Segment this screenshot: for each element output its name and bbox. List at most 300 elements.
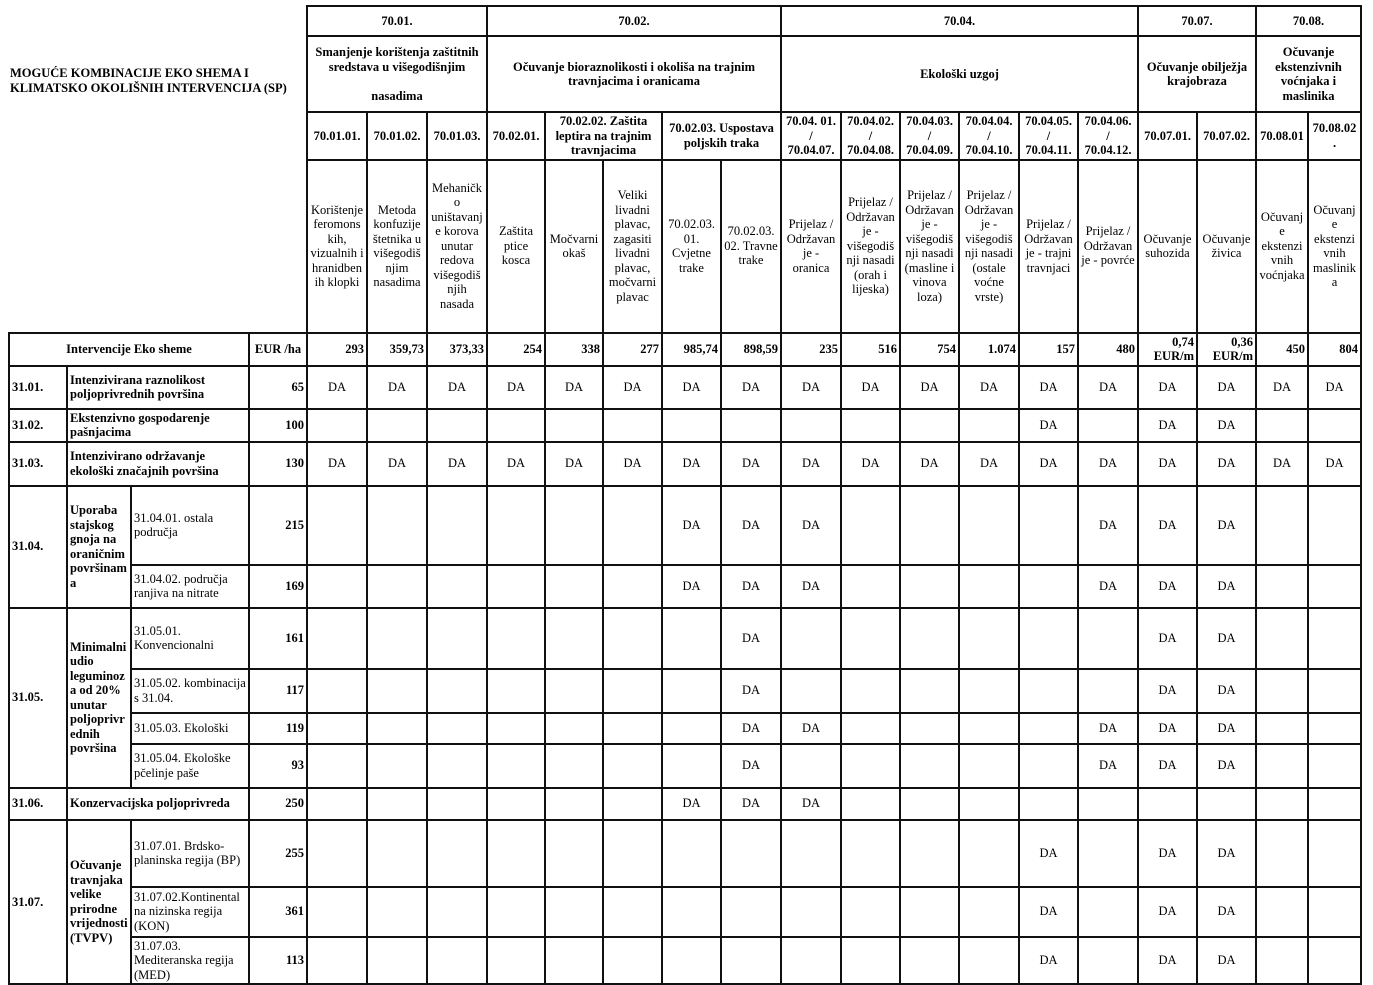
- intervention-code: 70.07.02.: [1197, 112, 1256, 160]
- empty-cell: [603, 669, 662, 713]
- empty-cell: [307, 409, 367, 442]
- scheme-name: Uporaba stajskog gnoja na oraničnim površinam a: [67, 486, 131, 608]
- empty-cell: [1078, 820, 1138, 887]
- combination-allowed-cell: DA: [1078, 713, 1138, 744]
- empty-cell: [545, 887, 603, 937]
- price-value: 480: [1078, 333, 1138, 366]
- intervention-description: Zaštita ptice kosca: [487, 160, 545, 333]
- price-row: [9, 333, 1361, 366]
- empty-cell: [841, 565, 900, 608]
- empty-cell: [367, 565, 427, 608]
- combination-allowed-cell: DA: [1078, 565, 1138, 608]
- combination-allowed-cell: DA: [1078, 486, 1138, 565]
- empty-cell: [545, 788, 603, 820]
- price-value: 0,36 EUR/m: [1197, 333, 1256, 366]
- price-value: 516: [841, 333, 900, 366]
- empty-cell: [1078, 409, 1138, 442]
- intervention-description: Prijelaz / Održavan je - povrće: [1078, 160, 1138, 333]
- combination-allowed-cell: DA: [1019, 366, 1078, 409]
- scheme-rate: 255: [249, 820, 307, 887]
- empty-cell: [781, 820, 841, 887]
- combination-allowed-cell: DA: [1138, 409, 1197, 442]
- empty-cell: [781, 887, 841, 937]
- empty-cell: [545, 565, 603, 608]
- combination-allowed-cell: DA: [841, 366, 900, 409]
- intervention-code: 70.04.04. / 70.04.10.: [959, 112, 1019, 160]
- empty-cell: [487, 887, 545, 937]
- scheme-row: [9, 486, 1361, 565]
- combination-allowed-cell: DA: [662, 788, 721, 820]
- scheme-rate: 361: [249, 887, 307, 937]
- combination-allowed-cell: DA: [1197, 887, 1256, 937]
- empty-cell: [545, 820, 603, 887]
- combination-allowed-cell: DA: [1197, 820, 1256, 887]
- empty-cell: [1256, 937, 1308, 985]
- empty-cell: [959, 820, 1019, 887]
- empty-cell: [662, 409, 721, 442]
- empty-cell: [603, 744, 662, 788]
- empty-cell: [545, 409, 603, 442]
- combination-allowed-cell: DA: [1138, 486, 1197, 565]
- empty-cell: [1078, 887, 1138, 937]
- empty-cell: [959, 788, 1019, 820]
- intervention-description: Močvarni okaš: [545, 160, 603, 333]
- combination-allowed-cell: DA: [1138, 713, 1197, 744]
- empty-cell: [1019, 565, 1078, 608]
- combination-allowed-cell: DA: [1078, 744, 1138, 788]
- intervention-description: Prijelaz / Održavan je - oranica: [781, 160, 841, 333]
- empty-cell: [603, 713, 662, 744]
- empty-cell: [1256, 713, 1308, 744]
- intervention-code: 70.02.01.: [487, 112, 545, 160]
- empty-cell: [545, 713, 603, 744]
- combination-allowed-cell: DA: [781, 442, 841, 486]
- group-code: 70.07.: [1138, 6, 1256, 36]
- combination-allowed-cell: DA: [781, 366, 841, 409]
- combination-allowed-cell: DA: [662, 486, 721, 565]
- intervention-code: 70.04.02. / 70.04.08.: [841, 112, 900, 160]
- empty-cell: [545, 486, 603, 565]
- empty-cell: [1308, 937, 1361, 985]
- intervention-description: Prijelaz / Održavan je - višegodiš nji nasadi (ostale voćne vrste): [959, 160, 1019, 333]
- empty-cell: [427, 409, 487, 442]
- combination-allowed-cell: DA: [427, 366, 487, 409]
- combination-allowed-cell: DA: [841, 442, 900, 486]
- empty-cell: [487, 409, 545, 442]
- empty-cell: [841, 608, 900, 669]
- combination-allowed-cell: DA: [1019, 409, 1078, 442]
- sub-scheme-name: 31.07.03. Mediteranska regija (MED): [131, 937, 249, 985]
- combination-allowed-cell: DA: [1197, 608, 1256, 669]
- empty-cell: [1308, 713, 1361, 744]
- price-value: 898,59: [721, 333, 781, 366]
- empty-cell: [841, 937, 900, 985]
- intervention-description: Prijelaz / Održavan je - višegodiš nji nasadi (orah i lijeska): [841, 160, 900, 333]
- scheme-row: [9, 608, 1361, 669]
- scheme-row: [9, 442, 1361, 486]
- scheme-row: [9, 788, 1361, 820]
- empty-cell: [841, 713, 900, 744]
- empty-cell: [900, 486, 959, 565]
- price-value: 359,73: [367, 333, 427, 366]
- intervention-description: Prijelaz / Održavan je - trajni travnjaci: [1019, 160, 1078, 333]
- empty-cell: [367, 608, 427, 669]
- empty-cell: [721, 937, 781, 985]
- price-value: 277: [603, 333, 662, 366]
- combination-allowed-cell: DA: [427, 442, 487, 486]
- group-title: Očuvanje ekstenzivnih voćnjaka i maslinika: [1256, 36, 1361, 112]
- scheme-row: [9, 887, 1361, 937]
- empty-cell: [1078, 937, 1138, 985]
- scheme-rate: 215: [249, 486, 307, 565]
- empty-cell: [427, 937, 487, 985]
- empty-cell: [427, 669, 487, 713]
- scheme-row: [9, 366, 1361, 409]
- empty-cell: [959, 744, 1019, 788]
- empty-cell: [487, 937, 545, 985]
- scheme-name: Konzervacijska poljoprivreda: [67, 788, 249, 820]
- empty-cell: [1256, 669, 1308, 713]
- empty-cell: [781, 608, 841, 669]
- combination-allowed-cell: DA: [900, 442, 959, 486]
- sub-scheme-name: 31.04.01. ostala područja: [131, 486, 249, 565]
- scheme-row: [9, 820, 1361, 887]
- empty-cell: [487, 744, 545, 788]
- empty-cell: [307, 937, 367, 985]
- empty-cell: [367, 937, 427, 985]
- intervention-description: Očuvanj e ekstenzi vnih maslinik a: [1308, 160, 1361, 333]
- empty-cell: [721, 409, 781, 442]
- combination-allowed-cell: DA: [721, 366, 781, 409]
- empty-cell: [662, 608, 721, 669]
- combination-allowed-cell: DA: [1019, 442, 1078, 486]
- combination-allowed-cell: DA: [307, 442, 367, 486]
- empty-cell: [367, 409, 427, 442]
- combination-allowed-cell: DA: [959, 442, 1019, 486]
- price-value: 254: [487, 333, 545, 366]
- intervention-description: 70.02.03. 02. Travne trake: [721, 160, 781, 333]
- combination-allowed-cell: DA: [1138, 608, 1197, 669]
- combination-allowed-cell: DA: [721, 744, 781, 788]
- scheme-rate: 113: [249, 937, 307, 985]
- scheme-name: Očuvanje travnjaka velike prirodne vrijednosti (TVPV): [67, 820, 131, 985]
- combination-allowed-cell: DA: [900, 366, 959, 409]
- intervention-description: Korištenje feromons kih, vizualnih i hranidben ih klopki: [307, 160, 367, 333]
- empty-cell: [427, 713, 487, 744]
- combination-allowed-cell: DA: [781, 486, 841, 565]
- empty-cell: [1019, 788, 1078, 820]
- scheme-row: [9, 669, 1361, 713]
- empty-cell: [1256, 409, 1308, 442]
- empty-cell: [307, 820, 367, 887]
- empty-cell: [307, 608, 367, 669]
- combination-allowed-cell: DA: [603, 442, 662, 486]
- empty-cell: [662, 937, 721, 985]
- combination-allowed-cell: DA: [959, 366, 1019, 409]
- combination-allowed-cell: DA: [1138, 820, 1197, 887]
- group-code: 70.01.: [307, 6, 487, 36]
- price-value: 373,33: [427, 333, 487, 366]
- scheme-code: 31.03.: [9, 442, 67, 486]
- intervention-code: 70.01.02.: [367, 112, 427, 160]
- empty-cell: [545, 608, 603, 669]
- empty-cell: [841, 820, 900, 887]
- empty-cell: [900, 744, 959, 788]
- empty-cell: [1078, 669, 1138, 713]
- intervention-code: 70.04.06. / 70.04.12.: [1078, 112, 1138, 160]
- intervention-code: 70.01.01.: [307, 112, 367, 160]
- empty-cell: [427, 608, 487, 669]
- combination-allowed-cell: DA: [1197, 486, 1256, 565]
- intervention-code: 70.04.05. / 70.04.11.: [1019, 112, 1078, 160]
- empty-cell: [900, 669, 959, 713]
- scheme-code: 31.02.: [9, 409, 67, 442]
- eco-scheme-combinations-table: [8, 5, 1362, 985]
- scheme-rate: 117: [249, 669, 307, 713]
- combination-allowed-cell: DA: [1197, 366, 1256, 409]
- combination-allowed-cell: DA: [1078, 442, 1138, 486]
- scheme-row: [9, 713, 1361, 744]
- empty-cell: [545, 744, 603, 788]
- combination-allowed-cell: DA: [545, 366, 603, 409]
- scheme-code: 31.06.: [9, 788, 67, 820]
- empty-cell: [427, 820, 487, 887]
- empty-cell: [781, 409, 841, 442]
- empty-cell: [900, 887, 959, 937]
- empty-cell: [1308, 788, 1361, 820]
- empty-cell: [959, 713, 1019, 744]
- intervention-code: 70.04.03. / 70.04.09.: [900, 112, 959, 160]
- sub-scheme-name: 31.07.02.Kontinental na nizinska regija (KON): [131, 887, 249, 937]
- group-code: 70.04.: [781, 6, 1138, 36]
- price-value: 754: [900, 333, 959, 366]
- scheme-rate: 130: [249, 442, 307, 486]
- empty-cell: [1308, 565, 1361, 608]
- empty-cell: [487, 565, 545, 608]
- empty-cell: [487, 608, 545, 669]
- combination-allowed-cell: DA: [1197, 937, 1256, 985]
- empty-cell: [603, 565, 662, 608]
- combination-allowed-cell: DA: [1308, 366, 1361, 409]
- combination-allowed-cell: DA: [662, 366, 721, 409]
- sub-scheme-name: 31.04.02. područja ranjiva na nitrate: [131, 565, 249, 608]
- empty-cell: [781, 937, 841, 985]
- combination-allowed-cell: DA: [721, 608, 781, 669]
- empty-cell: [900, 820, 959, 887]
- intervention-code: 70.07.01.: [1138, 112, 1197, 160]
- empty-cell: [603, 486, 662, 565]
- combination-allowed-cell: DA: [1256, 442, 1308, 486]
- combination-allowed-cell: DA: [307, 366, 367, 409]
- empty-cell: [900, 937, 959, 985]
- intervention-description: 70.02.03. 01. Cvjetne trake: [662, 160, 721, 333]
- scheme-code: 31.04.: [9, 486, 67, 608]
- empty-cell: [603, 608, 662, 669]
- combination-allowed-cell: DA: [1138, 937, 1197, 985]
- empty-cell: [367, 744, 427, 788]
- empty-cell: [487, 669, 545, 713]
- combination-allowed-cell: DA: [1019, 820, 1078, 887]
- header-row-group-codes: [9, 6, 1361, 36]
- empty-cell: [1308, 486, 1361, 565]
- intervention-code: 70.08.01: [1256, 112, 1308, 160]
- combination-allowed-cell: DA: [1138, 887, 1197, 937]
- scheme-name: Ekstenzivno gospodarenje pašnjacima: [67, 409, 249, 442]
- combination-allowed-cell: DA: [662, 565, 721, 608]
- empty-cell: [959, 937, 1019, 985]
- empty-cell: [1256, 608, 1308, 669]
- empty-cell: [1308, 409, 1361, 442]
- empty-cell: [841, 744, 900, 788]
- empty-cell: [1019, 486, 1078, 565]
- price-value: 338: [545, 333, 603, 366]
- scheme-row: [9, 937, 1361, 985]
- empty-cell: [487, 713, 545, 744]
- price-value: 0,74 EUR/m: [1138, 333, 1197, 366]
- scheme-rate: 100: [249, 409, 307, 442]
- empty-cell: [307, 744, 367, 788]
- empty-cell: [545, 937, 603, 985]
- intervention-code: 70.08.02 .: [1308, 112, 1361, 160]
- empty-cell: [427, 744, 487, 788]
- intervention-code: 70.01.03.: [427, 112, 487, 160]
- empty-cell: [900, 713, 959, 744]
- sub-scheme-name: 31.05.02. kombinacija s 31.04.: [131, 669, 249, 713]
- scheme-code: 31.07.: [9, 820, 67, 985]
- combination-allowed-cell: DA: [1197, 409, 1256, 442]
- empty-cell: [307, 788, 367, 820]
- combination-allowed-cell: DA: [487, 442, 545, 486]
- price-value: 157: [1019, 333, 1078, 366]
- combination-allowed-cell: DA: [781, 565, 841, 608]
- empty-cell: [367, 887, 427, 937]
- scheme-name: Minimalni udio leguminoz a od 20% unutar poljoprivr ednih površina: [67, 608, 131, 788]
- document-title: MOGUĆE KOMBINACIJE EKO SHEMA I KLIMATSKO OKOLIŠNIH INTERVENCIJA (SP): [10, 66, 287, 95]
- empty-cell: [427, 887, 487, 937]
- combination-allowed-cell: DA: [781, 713, 841, 744]
- empty-cell: [1138, 788, 1197, 820]
- empty-cell: [1308, 608, 1361, 669]
- empty-cell: [841, 788, 900, 820]
- price-value: 804: [1308, 333, 1361, 366]
- sub-scheme-name: 31.05.03. Ekološki: [131, 713, 249, 744]
- combination-allowed-cell: DA: [1138, 669, 1197, 713]
- empty-cell: [1019, 713, 1078, 744]
- price-row-unit: EUR /ha: [249, 333, 307, 366]
- intervention-description: Očuvanje suhozida: [1138, 160, 1197, 333]
- group-title: Očuvanje bioraznolikosti i okoliša na trajnim travnjacima i oranicama: [487, 36, 781, 112]
- combination-allowed-cell: DA: [1078, 366, 1138, 409]
- scheme-rate: 161: [249, 608, 307, 669]
- empty-cell: [1256, 887, 1308, 937]
- empty-cell: [487, 788, 545, 820]
- empty-cell: [841, 486, 900, 565]
- empty-cell: [662, 669, 721, 713]
- combination-allowed-cell: DA: [721, 565, 781, 608]
- combination-allowed-cell: DA: [1197, 713, 1256, 744]
- empty-cell: [1256, 565, 1308, 608]
- empty-cell: [603, 887, 662, 937]
- sub-scheme-name: 31.05.04. Ekološke pčelinje paše: [131, 744, 249, 788]
- group-code: 70.02.: [487, 6, 781, 36]
- empty-cell: [1019, 608, 1078, 669]
- combination-allowed-cell: DA: [367, 442, 427, 486]
- scheme-name: Intenzivirana raznolikost poljoprivrednih površina: [67, 366, 249, 409]
- group-title: Smanjenje korištenja zaštitnih sredstava u višegodišnjim nasadima: [307, 36, 487, 112]
- intervention-description: Očuvanj e ekstenzi vnih voćnjaka: [1256, 160, 1308, 333]
- empty-cell: [1308, 820, 1361, 887]
- empty-cell: [603, 937, 662, 985]
- empty-cell: [781, 669, 841, 713]
- scheme-rate: 93: [249, 744, 307, 788]
- combination-allowed-cell: DA: [662, 442, 721, 486]
- empty-cell: [307, 669, 367, 713]
- scheme-name: Intenzivirano održavanje ekološki značajnih površina: [67, 442, 249, 486]
- price-value: 985,74: [662, 333, 721, 366]
- combination-allowed-cell: DA: [1197, 744, 1256, 788]
- empty-cell: [662, 713, 721, 744]
- empty-cell: [367, 788, 427, 820]
- empty-cell: [427, 788, 487, 820]
- empty-cell: [1019, 744, 1078, 788]
- empty-cell: [1078, 608, 1138, 669]
- empty-cell: [959, 409, 1019, 442]
- empty-cell: [959, 565, 1019, 608]
- empty-cell: [1256, 744, 1308, 788]
- scheme-code: 31.01.: [9, 366, 67, 409]
- combination-allowed-cell: DA: [545, 442, 603, 486]
- empty-cell: [1308, 887, 1361, 937]
- scheme-rate: 250: [249, 788, 307, 820]
- empty-cell: [427, 486, 487, 565]
- empty-cell: [367, 820, 427, 887]
- intervention-description: Mehaničk o uništavanj e korova unutar redova višegodiš njih nasada: [427, 160, 487, 333]
- empty-cell: [1256, 788, 1308, 820]
- empty-cell: [307, 565, 367, 608]
- empty-cell: [959, 887, 1019, 937]
- empty-cell: [900, 788, 959, 820]
- empty-cell: [781, 744, 841, 788]
- combination-allowed-cell: DA: [1197, 669, 1256, 713]
- empty-cell: [427, 565, 487, 608]
- group-title: Ekološki uzgoj: [781, 36, 1138, 112]
- intervention-code: 70.02.02. Zaštita leptira na trajnim travnjacima: [545, 112, 662, 160]
- intervention-description: Prijelaz / Održavan je - višegodiš nji nasadi (masline i vinova loza): [900, 160, 959, 333]
- empty-cell: [307, 887, 367, 937]
- empty-cell: [841, 669, 900, 713]
- empty-cell: [1256, 820, 1308, 887]
- scheme-rate: 65: [249, 366, 307, 409]
- price-row-label: Intervencije Eko sheme: [9, 333, 249, 366]
- header-corner: [9, 6, 307, 333]
- empty-cell: [959, 486, 1019, 565]
- empty-cell: [959, 669, 1019, 713]
- empty-cell: [603, 409, 662, 442]
- empty-cell: [1308, 669, 1361, 713]
- combination-allowed-cell: DA: [1019, 937, 1078, 985]
- intervention-description: Očuvanje živica: [1197, 160, 1256, 333]
- combination-allowed-cell: DA: [1138, 366, 1197, 409]
- group-code: 70.08.: [1256, 6, 1361, 36]
- empty-cell: [545, 669, 603, 713]
- combination-allowed-cell: DA: [721, 788, 781, 820]
- empty-cell: [959, 608, 1019, 669]
- scheme-row: [9, 565, 1361, 608]
- price-value: 450: [1256, 333, 1308, 366]
- sub-scheme-name: 31.05.01. Konvencionalni: [131, 608, 249, 669]
- combination-allowed-cell: DA: [1308, 442, 1361, 486]
- combination-allowed-cell: DA: [781, 788, 841, 820]
